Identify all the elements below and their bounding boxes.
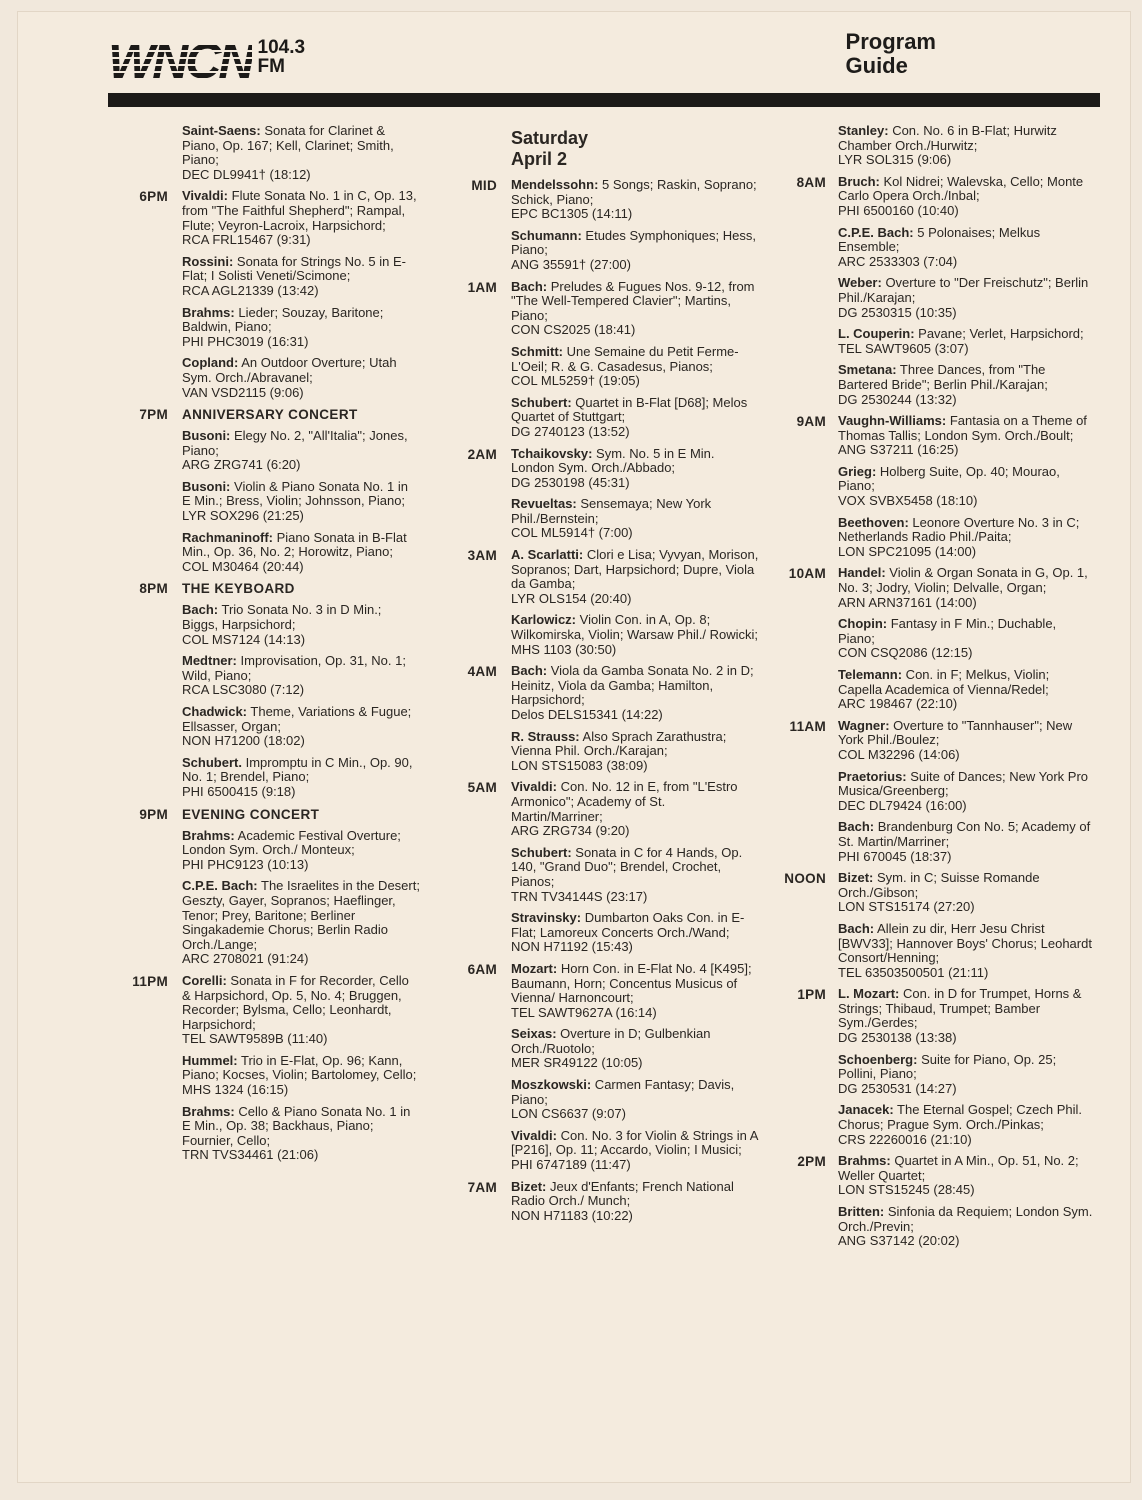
catalog-number: DG 2530315 (10:35) [838,304,957,320]
program-entry [838,770,1094,814]
catalog-number: PHI 6500415 (9:18) [182,783,296,799]
work-details: Suite of Dances; New York Pro Musica/Greenberg; [838,768,1089,799]
work-details: Quartet in B-Flat [D68]; Melos Quartet of Stuttgart; [511,394,748,425]
program-entry [511,396,760,440]
composer-name: Schubert: [511,394,572,410]
catalog-number: ARG ZRG734 (9:20) [511,823,630,839]
program-entry [511,730,760,774]
composer-name: Stanley: [838,123,889,138]
composer-name: Tchaikovsky: [511,445,593,461]
program-entry [182,306,420,350]
time-label: 6PM [139,189,168,205]
work-details: Holberg Suite, Op. 40; Mourao, Piano; [838,463,1060,494]
time-label: 9AM [796,414,826,430]
composer-name: Bach: [838,819,875,835]
time-slot [774,719,1094,864]
logo-band: FM [257,56,285,77]
catalog-number: COL M32296 (14:06) [838,746,960,762]
work-details: Pavane; Verlet, Harpsichord; [914,326,1084,342]
time-label: 6AM [467,961,497,977]
catalog-number: DG 2530198 (45:31) [511,474,630,490]
composer-name: Chopin: [838,616,888,632]
composer-name: Corelli: [182,972,227,988]
work-details: Con. in D for Trumpet, Horns & Strings; Thibaud, Trumpet; Bamber Sym./Gerdes; [838,986,1082,1031]
time-label: 4AM [467,664,497,680]
composer-name: Handel: [838,565,886,581]
time-label: 11AM [789,718,826,734]
composer-name: Karlowicz: [511,612,577,628]
work-details: Jeux d'Enfants; French National Radio Orch./ Munch; [511,1178,734,1209]
program-entry [838,465,1094,509]
work-details: Sonata for Strings No. 5 in E-Flat; I Solisti Veneti/Scimone; [182,253,406,284]
work-details: Etudes Symphoniques; Hess, Piano; [511,227,756,258]
composer-name: Janacek: [838,1102,894,1118]
composer-name: Vivaldi: [511,779,558,795]
catalog-number: LON SPC21095 (14:00) [838,543,977,559]
program-entry [838,1053,1094,1097]
work-details: Flute Sonata No. 1 in C, Op. 13, from "The Faithful Shepherd"; Rampal, Flute; Veyron-Lacroix, Harpsichord; [182,188,417,233]
work-details: An Outdoor Overture; Utah Sym. Orch./Abravanel; [182,355,397,385]
composer-name: Rachmaninoff: [182,529,273,545]
program-entry [838,516,1094,560]
program-entry [838,871,1094,915]
schedule-column-1 [120,124,420,1170]
catalog-number: NON H71200 (18:02) [182,733,305,749]
catalog-number: PHI 670045 (18:37) [838,848,952,864]
program-entry [838,363,1094,407]
catalog-number: Delos DELS15341 (14:22) [511,707,663,722]
catalog-number: DG 2740123 (13:52) [511,423,630,439]
composer-name: Bruch: [838,173,880,189]
program-entry [511,1129,760,1173]
composer-name: Schumann: [511,227,582,243]
composer-name: Revueltas: [511,496,577,512]
program-entry [182,603,420,647]
program-entry [838,719,1094,763]
catalog-number: COL M30464 (20:44) [182,558,304,574]
program-entry [511,229,760,273]
program-entry [838,327,1094,356]
catalog-number: LYR SOX296 (21:25) [182,508,304,524]
work-details: Trio Sonata No. 3 in D Min.; Biggs, Harpsichord; [182,602,382,633]
time-slot [774,871,1094,980]
composer-name: Rossini: [182,253,234,269]
program-entry [182,705,420,749]
work-details: Sym. in C; Suisse Romande Orch./Gibson; [838,870,1040,900]
time-slot [450,780,760,955]
program-entry [511,280,760,338]
work-details: Theme, Variations & Fugue; Ellsasser, Organ; [182,704,412,734]
work-details: Overture in D; Gulbenkian Orch./Ruotolo; [511,1026,711,1056]
time-label: 1AM [467,279,497,295]
composer-name: Seixas: [511,1026,557,1042]
composer-name: Britten: [838,1204,885,1219]
work-details: Also Sprach Zarathustra; Vienna Phil. Orch./Karajan; [511,728,727,759]
day-date: April 2 [511,149,568,169]
time-label: 8AM [796,174,826,190]
composer-name: A. Scarlatti: [511,547,584,563]
time-label: 2PM [797,1154,826,1170]
program-entry [511,911,760,955]
time-slot [450,962,760,1173]
composer-name: Brahms: [182,1103,235,1119]
work-details: Sym. No. 5 in E Min. London Sym. Orch./Abbado; [511,445,715,476]
program-entry [511,548,760,606]
composer-name: Beethoven: [838,514,909,530]
program-entry [182,429,420,473]
composer-name: Bach: [838,920,875,936]
catalog-number: TEL 63503500501 (21:11) [838,964,989,980]
composer-name: Vivaldi: [182,188,229,204]
time-slot [774,175,1094,407]
work-details: Elegy No. 2, "All'Italia"; Jones, Piano; [182,428,408,458]
work-details: 5 Songs; Raskin, Soprano; Schick, Piano; [511,177,757,207]
work-details: Fantasy in F Min.; Duchable, Piano; [838,616,1057,646]
program-entry [838,414,1094,458]
catalog-number: PHI PHC9123 (10:13) [182,856,309,872]
composer-name: L. Couperin: [838,326,915,342]
schedule-column-3 [774,124,1094,1256]
catalog-number: MHS 1324 (16:15) [182,1082,289,1098]
catalog-number: TRN TV34144S (23:17) [511,888,648,904]
catalog-number: NON H71192 (15:43) [511,939,633,955]
catalog-number: ARC 198467 (22:10) [838,696,958,712]
work-details: Con. No. 12 in E, from "L'Estro Armonico"; Academy of St. Martin/Marriner; [511,779,738,824]
work-details: Con. No. 6 in B-Flat; Hurwitz Chamber Orch./Hurwitz; [838,123,1057,153]
catalog-number: NON H71183 (10:22) [511,1207,633,1223]
composer-name: C.P.E. Bach: [182,878,258,894]
composer-name: Vivaldi: [511,1127,558,1143]
work-details: 5 Polonaises; Melkus Ensemble; [838,224,1041,255]
work-details: Viola da Gamba Sonata No. 2 in D; Heinitz, Viola da Gamba; Hamilton, Harpsichord; [511,663,754,708]
composer-name: Praetorius: [838,768,907,784]
composer-name: Mendelssohn: [511,177,599,192]
title-line-1: Program [845,29,936,54]
work-details: Suite for Piano, Op. 25; Pollini, Piano; [838,1051,1057,1082]
catalog-number: MHS 1103 (30:50) [511,641,617,657]
catalog-number: CRS 22260016 (21:10) [838,1131,972,1147]
station-logo [108,33,306,89]
program-entry [838,987,1094,1045]
catalog-number: TEL SAWT9627A (16:14) [511,1004,657,1020]
work-details: Improvisation, Op. 31, No. 1; Wild, Piano; [182,653,406,683]
program-entry [838,922,1094,980]
work-details: Quartet in A Min., Op. 51, No. 2; Weller Quartet; [838,1153,1079,1183]
time-label: 1PM [797,987,826,1003]
composer-name: Bizet: [511,1178,547,1194]
time-slot [450,280,760,440]
program-entry [182,480,420,524]
composer-name: Schubert. [182,754,242,770]
catalog-number: TRN TVS34461 (21:06) [182,1147,319,1163]
composer-name: Grieg: [838,463,877,479]
time-slot [450,178,760,273]
work-details: Allein zu dir, Herr Jesu Christ [BWV33]; Hannover Boys' Chorus; Leohardt Consort/Henning; [838,920,1092,966]
catalog-number: CON CSQ2086 (12:15) [838,645,973,661]
program-entry [182,1105,420,1163]
program-entry [511,1180,760,1224]
catalog-number: DG 2530138 (13:38) [838,1030,957,1046]
composer-name: Schoenberg: [838,1051,918,1067]
catalog-number: TEL SAWT9589B (11:40) [182,1031,328,1047]
time-slot [774,1154,1094,1249]
work-details: Con. No. 3 for Violin & Strings in A [P216], Op. 11; Accardo, Violin; I Musici; [511,1127,758,1158]
program-entry [182,829,420,873]
catalog-number: DG 2530244 (13:32) [838,391,957,407]
program-entry [838,566,1094,610]
program-entry [838,1205,1094,1249]
time-slot [774,414,1094,559]
concert-title: EVENING CONCERT [182,806,320,822]
composer-name: Copland: [182,355,239,371]
time-slot [120,407,420,574]
program-entry [838,1103,1094,1147]
catalog-number: LON STS15174 (27:20) [838,899,975,915]
composer-name: Schmitt: [511,343,563,359]
program-guide-title [846,30,936,78]
work-details: Overture to "Der Freischutz"; Berlin Phil./Karajan; [838,275,1089,305]
catalog-number: PHI 6747189 (11:47) [511,1157,631,1173]
work-details: Violin Con. in A, Op. 8; Wilkomirska, Violin; Warsaw Phil./ Rowicki; [511,612,759,643]
composer-name: Brahms: [182,304,235,320]
program-entry [838,1154,1094,1198]
work-details: Violin & Piano Sonata No. 1 in E Min.; Bress, Violin; Johnsson, Piano; [182,478,408,509]
work-details: The Israelites in the Desert; Geszty, Gayer, Sopranos; Haeflinger, Tenor; Prey, Baritone; Berliner Singakademie Chorus; Berlin Radio Orch./Lange; [182,878,420,952]
catalog-number: LON STS15245 (28:45) [838,1182,975,1198]
composer-name: Brahms: [838,1153,891,1169]
work-details: Clori e Lisa; Vyvyan, Morison, Sopranos; Dart, Harpsichord; Dupre, Viola da Gamba; [511,547,759,592]
composer-name: Busoni: [182,478,231,494]
work-details: Fantasia on a Theme of Thomas Tallis; London Sym. Orch./Boult; [838,413,1087,443]
catalog-number: CON CS2025 (18:41) [511,322,636,338]
day-heading [511,128,760,170]
work-details: Brandenburg Con No. 5; Academy of St. Martin/Marriner; [838,819,1091,849]
composer-name: Wagner: [838,717,890,733]
composer-name: R. Strauss: [511,728,580,744]
composer-name: Telemann: [838,667,903,682]
program-entry [838,226,1094,270]
catalog-number: ANG 35591† (27:00) [511,256,631,272]
catalog-number: COL MS7124 (14:13) [182,631,306,647]
work-details: Lieder; Souzay, Baritone; Baldwin, Piano; [182,304,384,335]
catalog-number: RCA FRL15467 (9:31) [182,232,311,248]
catalog-number: VAN VSD2115 (9:06) [182,384,304,400]
catalog-number: LON CS6637 (9:07) [511,1106,626,1122]
header-rule [108,93,1100,107]
program-entry [511,613,760,657]
composer-name: Bach: [182,602,219,618]
time-label: 11PM [132,973,168,989]
catalog-number: RCA AGL21339 (13:42) [182,282,319,298]
logo-frequency: 104.3 [257,37,306,58]
composer-name: Vaughn-Williams: [838,413,947,429]
time-label: NOON [784,871,826,887]
time-label: 2AM [467,446,497,462]
program-entry [182,1054,420,1098]
program-entry [838,617,1094,661]
title-line-2: Guide [845,53,908,78]
composer-name: C.P.E. Bach: [838,224,914,240]
time-slot [450,1180,760,1224]
work-details: Cello & Piano Sonata No. 1 in E Min., Op. 38; Backhaus, Piano; Fournier, Cello; [182,1103,411,1148]
catalog-number: DEC DL79424 (16:00) [838,797,967,813]
work-details: Preludes & Fugues Nos. 9-12, from "The Well-Tempered Clavier"; Martins, Piano; [511,278,755,323]
time-slot [120,124,420,182]
work-details: Sonata in C for 4 Hands, Op. 140, "Grand Duo"; Brendel, Crochet, Pianos; [511,844,743,889]
logo-frequency-block [258,38,306,76]
composer-name: Weber: [838,275,882,291]
concert-title: THE KEYBOARD [182,581,295,597]
time-slot [450,664,760,773]
catalog-number: ARC 2708021 (91:24) [182,951,309,967]
composer-name: Busoni: [182,428,231,444]
time-label: 9PM [139,806,168,822]
program-entry [511,664,760,722]
program-entry [511,1027,760,1071]
time-label: 3AM [467,548,497,564]
composer-name: Bach: [511,663,548,679]
time-label: 8PM [139,581,168,597]
catalog-number: LYR SOL315 (9:06) [838,152,952,168]
catalog-number: RCA LSC3080 (7:12) [182,682,305,698]
logo-callsign: WNCN [108,33,252,89]
work-details: Con. in F; Melkus, Violin; Capella Academica of Vienna/Redel; [838,667,1050,697]
work-details: Sinfonia da Requiem; London Sym. Orch./Previn; [838,1204,1093,1234]
time-slot [774,566,1094,711]
program-entry [182,974,420,1047]
program-entry [182,124,420,182]
program-entry [511,846,760,904]
day-name: Saturday [511,128,589,148]
program-entry [182,654,420,698]
time-slot [120,189,420,400]
work-details: Three Dances, from "The Bartered Bride"; Berlin Phil./Karajan; [838,362,1048,392]
time-slot [120,581,420,799]
program-entry [182,879,420,967]
catalog-number: ARG ZRG741 (6:20) [182,457,301,473]
time-label: MID [471,178,497,193]
catalog-number: ARC 2533303 (7:04) [838,253,958,269]
work-details: Leonore Overture No. 3 in C; Netherlands Radio Phil./Paita; [838,514,1080,545]
work-details: Academic Festival Overture; London Sym. Orch./ Monteux; [182,827,401,858]
program-entry [511,447,760,491]
composer-name: Smetana: [838,362,897,378]
work-details: Trio in E-Flat, Op. 96; Kann, Piano; Kocses, Violin; Bartolomey, Cello; [182,1052,417,1083]
work-details: Horn Con. in E-Flat No. 4 [K495]; Baumann, Horn; Concentus Musicus of Vienna/ Harnoncourt; [511,960,752,1006]
work-details: Une Semaine du Petit Ferme-L'Oeil; R. & G. Casadesus, Pianos; [511,343,739,374]
work-details: Overture to "Tannhauser"; New York Phil./Boulez; [838,717,1073,748]
catalog-number: LYR OLS154 (20:40) [511,590,632,606]
time-slot [774,124,1094,168]
program-entry [182,756,420,800]
composer-name: Brahms: [182,827,235,843]
time-slot [774,987,1094,1147]
time-slot [450,548,760,657]
program-entry [838,124,1094,168]
catalog-number: PHI PHC3019 (16:31) [182,333,309,349]
program-entry [838,175,1094,219]
composer-name: L. Mozart: [838,986,900,1002]
composer-name: Chadwick: [182,704,248,719]
composer-name: Moszkowski: [511,1077,592,1093]
composer-name: Saint-Saens: [182,123,261,138]
time-label: 10AM [788,566,826,582]
catalog-number: DEC DL9941† (18:12) [182,166,311,182]
program-entry [511,780,760,838]
catalog-number: DG 2530531 (14:27) [838,1080,957,1096]
program-entry [182,189,420,247]
work-details: Carmen Fantasy; Davis, Piano; [511,1077,735,1107]
time-label: 5AM [467,780,497,796]
composer-name: Bach: [511,278,548,294]
work-details: Piano Sonata in B-Flat Min., Op. 36, No. 2; Horowitz, Piano; [182,529,407,560]
work-details: Kol Nidrei; Walevska, Cello; Monte Carlo Opera Orch./Inbal; [838,173,1084,204]
work-details: Sonata for Clarinet & Piano, Op. 167; Kell, Clarinet; Smith, Piano; [182,123,394,168]
program-entry [838,820,1094,864]
catalog-number: EPC BC1305 (14:11) [511,206,633,222]
concert-title: ANNIVERSARY CONCERT [182,407,358,423]
program-entry [511,962,760,1020]
catalog-number: ARN ARN37161 (14:00) [838,594,977,610]
composer-name: Medtner: [182,653,237,669]
composer-name: Hummel: [182,1052,238,1068]
composer-name: Stravinsky: [511,910,582,926]
program-entry [838,276,1094,320]
catalog-number: COL ML5914† (7:00) [511,525,633,541]
program-entry [511,178,760,222]
catalog-number: ANG S37211 (16:25) [838,442,959,458]
program-entry [511,345,760,389]
work-details: Sensemaya; New York Phil./Bernstein; [511,496,712,526]
program-entry [182,531,420,575]
work-details: Impromptu in C Min., Op. 90, No. 1; Brendel, Piano; [182,754,413,785]
composer-name: Schubert: [511,844,572,860]
program-entry [838,668,1094,712]
work-details: The Eternal Gospel; Czech Phil. Chorus; Prague Sym. Orch./Pinkas; [838,1102,1083,1133]
work-details: Violin & Organ Sonata in G, Op. 1, No. 3; Jodry, Violin; Delvalle, Organ; [838,565,1088,596]
catalog-number: ANG S37142 (20:02) [838,1233,960,1249]
program-entry [182,255,420,299]
program-entry [182,356,420,400]
program-entry [511,1078,760,1122]
catalog-number: TEL SAWT9605 (3:07) [838,340,969,356]
schedule-column-2 [450,124,760,1230]
program-entry [511,497,760,541]
catalog-number: COL ML5259† (19:05) [511,373,640,389]
work-details: Dumbarton Oaks Con. in E-Flat; Lamoreux Concerts Orch./Wand; [511,910,745,940]
time-slot [120,807,420,967]
work-details: Sonata in F for Recorder, Cello & Harpsichord, Op. 5, No. 4; Bruggen, Recorder; Bylsma, Cello; Leonhardt, Harpsichord; [182,972,409,1032]
catalog-number: LON STS15083 (38:09) [511,757,648,773]
composer-name: Mozart: [511,960,558,976]
time-label: 7PM [139,407,168,423]
time-slot [450,447,760,542]
time-slot [120,974,420,1163]
catalog-number: PHI 6500160 (10:40) [838,202,959,218]
catalog-number: VOX SVBX5458 (18:10) [838,493,978,509]
composer-name: Bizet: [838,870,874,886]
time-label: 7AM [467,1179,497,1195]
catalog-number: MER SR49122 (10:05) [511,1055,643,1071]
